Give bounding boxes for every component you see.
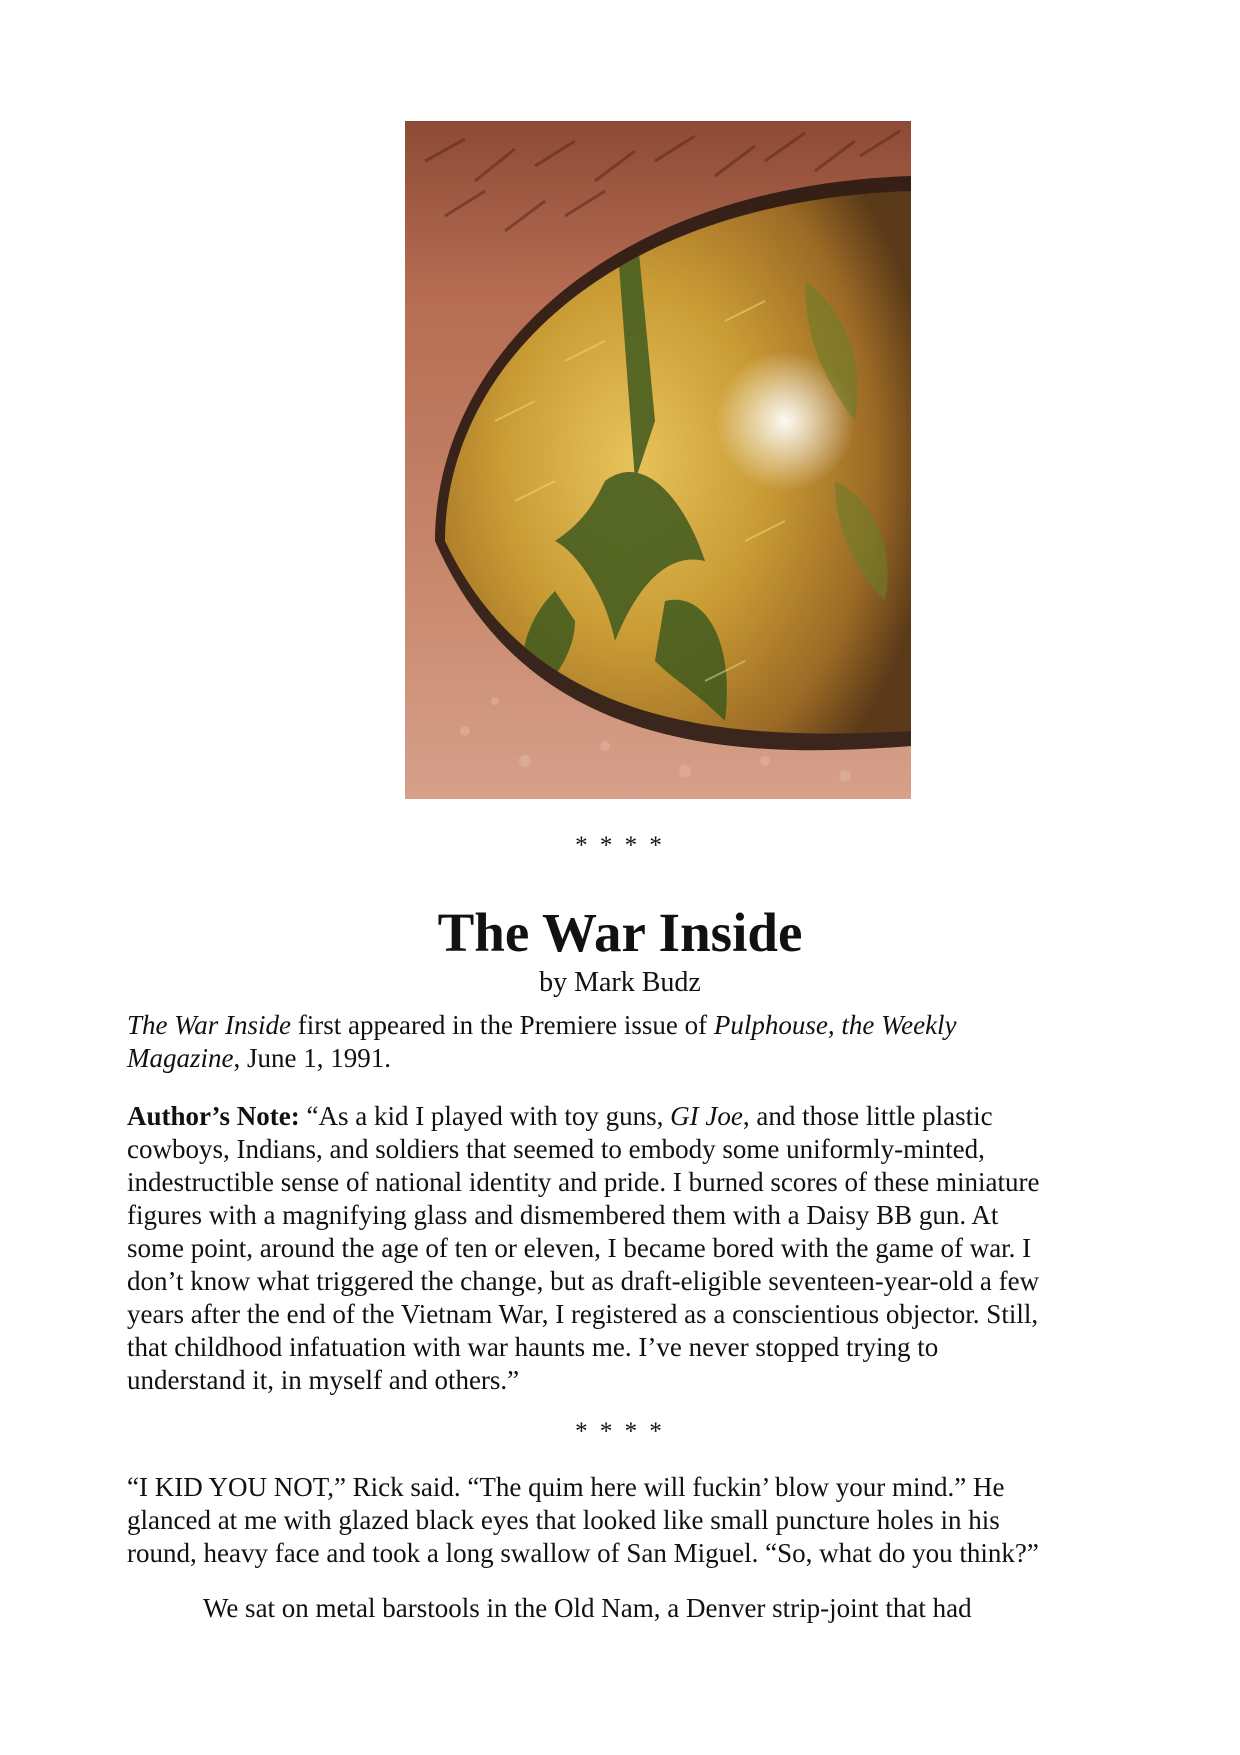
authors-note xyxy=(127,1100,1127,1397)
body-line: glanced at me with glazed black eyes that looked like small puncture holes in his xyxy=(127,1505,1000,1535)
publication-magazine: Pulphouse, the Weekly xyxy=(713,1010,957,1040)
story-title: The War Inside xyxy=(437,902,803,963)
body-paragraph: We sat on metal barstools in the Old Nam, a Denver strip-joint that had xyxy=(203,1593,972,1623)
authors-note-line: cowboys, Indians, and soldiers that seemed to embody some uniformly-minted, xyxy=(127,1134,985,1164)
authors-note-line: that childhood infatuation with war haunts me. I’ve never stopped trying to xyxy=(127,1332,939,1362)
authors-note-line: indestructible sense of national identity and pride. I burned scores of these miniature xyxy=(127,1167,1040,1197)
authors-note-text: , and those little plastic xyxy=(742,1101,993,1131)
section-separator: * * * * xyxy=(575,1418,665,1445)
publication-story-title: The War Inside xyxy=(127,1010,292,1040)
publication-date: , June 1, 1991. xyxy=(233,1043,391,1073)
body-line: round, heavy face and took a long swallow of San Miguel. “So, what do you think?” xyxy=(127,1538,1039,1568)
cover-illustration xyxy=(405,121,911,799)
authors-note-line: understand it, in myself and others.” xyxy=(127,1365,520,1395)
publication-note xyxy=(127,1009,1127,1075)
body-line: “I KID YOU NOT,” Rick said. “The quim here will fuckin’ blow your mind.” He xyxy=(127,1472,1005,1502)
authors-note-line: figures with a magnifying glass and dismembered them with a Daisy BB gun. At xyxy=(127,1200,999,1230)
authors-note-line: don’t know what triggered the change, but as draft-eligible seventeen-year-old a few xyxy=(127,1266,1040,1296)
publication-text: first appeared in the Premiere issue of xyxy=(291,1010,714,1040)
body-paragraph xyxy=(127,1471,1127,1570)
byline: by Mark Budz xyxy=(539,967,701,998)
authors-note-line: some point, around the age of ten or eleven, I became bored with the game of war. I xyxy=(127,1233,1032,1263)
section-separator: * * * * xyxy=(575,832,665,859)
authors-note-text: “As a kid I played with toy guns, xyxy=(299,1101,671,1131)
authors-note-label: Author’s Note: xyxy=(127,1101,300,1131)
authors-note-line: years after the end of the Vietnam War, I registered as a conscientious objector. Still, xyxy=(127,1299,1039,1329)
authors-note-gi-joe: GI Joe xyxy=(670,1101,743,1131)
publication-magazine-cont: Magazine xyxy=(127,1043,234,1073)
